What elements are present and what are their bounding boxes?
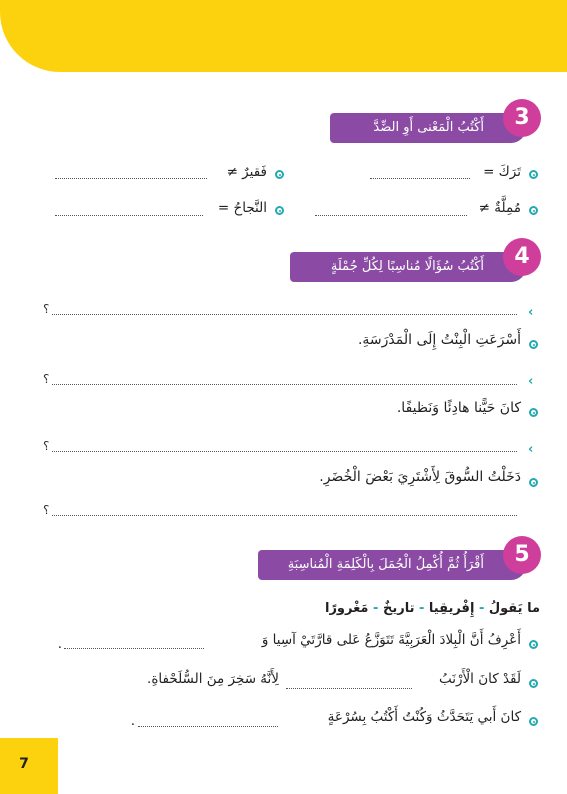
bullet-icon bbox=[529, 206, 538, 215]
answer-line[interactable] bbox=[286, 688, 412, 689]
bullet-icon bbox=[275, 206, 284, 215]
section-3-number: 3 bbox=[503, 99, 541, 137]
answer-line[interactable] bbox=[52, 384, 517, 385]
word-bank-item: مَغْرورًا bbox=[324, 601, 369, 616]
question-mark: ؟ bbox=[43, 372, 50, 386]
word-separator: - bbox=[373, 601, 379, 616]
s4-sentence-3: دَخَلْتُ السُّوقَ لِأَشْتَرِيَ بَعْضَ الْخُضَرِ. bbox=[319, 469, 521, 485]
page-number: 7 bbox=[19, 756, 29, 772]
chevron-left-icon: ‹ bbox=[528, 442, 534, 457]
word-separator: - bbox=[478, 601, 485, 616]
bullet-icon bbox=[529, 170, 538, 179]
section-4-number: 4 bbox=[503, 238, 541, 276]
question-mark: ؟ bbox=[43, 302, 50, 316]
s3-item-4: مُمِلَّةٌ ≠ bbox=[478, 200, 521, 216]
bullet-icon bbox=[529, 717, 538, 726]
bullet-icon bbox=[529, 679, 538, 688]
bullet-icon bbox=[529, 478, 538, 487]
bullet-icon bbox=[529, 640, 538, 649]
s5-sentence-3-start: كانَ أَبي يَتَحَدَّثُ وَكُنْتُ أَكْتُبُ بِسُرْعَةٍ bbox=[327, 709, 521, 725]
chevron-left-icon: ‹ bbox=[528, 374, 534, 389]
s5-sentence-3-end: . bbox=[130, 713, 135, 729]
s5-sentence-1-start: أَعْرِفُ أَنَّ الْبِلادَ الْعَرَبِيَّةَ تَتَوَزَّعُ عَلى قارَّتَيْ آسِيا وَ bbox=[261, 632, 521, 648]
chevron-left-icon: ‹ bbox=[528, 305, 534, 320]
answer-line[interactable] bbox=[52, 451, 517, 452]
section-4-title: أَكْتُبُ سُؤَالًا مُناسِبًا لِكُلِّ جُمْلَةٍ bbox=[330, 259, 484, 274]
section-5-header bbox=[258, 550, 526, 580]
question-mark: ؟ bbox=[43, 439, 50, 453]
s5-sentence-1-end: . bbox=[57, 636, 62, 652]
answer-line[interactable] bbox=[55, 215, 203, 216]
section-3-title: أَكْتُبُ الْمَعْنى أَوِ الضِّدَّ bbox=[373, 120, 484, 135]
answer-line[interactable] bbox=[52, 314, 517, 315]
s4-sentence-2: كانَ حَيًّنا هادِئًا وَنَظيفًا. bbox=[396, 400, 521, 416]
section-4-header bbox=[290, 252, 526, 282]
s4-sentence-1: أَسْرَعَتِ الْبِنْتُ إِلَى الْمَدْرَسَةِ. bbox=[357, 332, 521, 348]
question-mark: ؟ bbox=[43, 503, 50, 517]
s5-sentence-2-end: لِأَنَّهُ سَخِرَ مِنَ السُّلَحْفاةِ. bbox=[147, 671, 279, 687]
s3-item-1: فَقيرٌ ≠ bbox=[226, 164, 267, 180]
word-bank bbox=[325, 601, 540, 616]
word-bank-item: تاريخٌ bbox=[382, 601, 415, 616]
section-3-header bbox=[330, 113, 526, 143]
answer-line[interactable] bbox=[55, 178, 207, 179]
s3-item-3: النَّجاحُ = bbox=[217, 200, 267, 216]
answer-line[interactable] bbox=[370, 178, 470, 179]
section-5-title: أَقْرَأُ ثُمَّ أُكْمِلُ الْجُمَلَ بِالْكَلِمَةِ الْمُناسِبَةِ bbox=[287, 557, 484, 572]
section-5-number: 5 bbox=[503, 536, 541, 574]
answer-line[interactable] bbox=[138, 726, 278, 727]
top-banner bbox=[0, 0, 567, 72]
word-bank-item: ما يَقولُ bbox=[488, 601, 540, 616]
word-bank-item: إِفْريقِيا bbox=[428, 601, 475, 616]
answer-line[interactable] bbox=[52, 515, 517, 516]
bullet-icon bbox=[275, 170, 284, 179]
word-separator: - bbox=[418, 601, 425, 616]
bullet-icon bbox=[529, 408, 538, 417]
bullet-icon bbox=[529, 340, 538, 349]
answer-line[interactable] bbox=[64, 648, 204, 649]
s3-item-2: تَرَكَ = bbox=[483, 164, 521, 180]
s5-sentence-2-start: لَقَدْ كانَ الْأَرْنَبُ bbox=[438, 671, 521, 687]
answer-line[interactable] bbox=[315, 215, 467, 216]
